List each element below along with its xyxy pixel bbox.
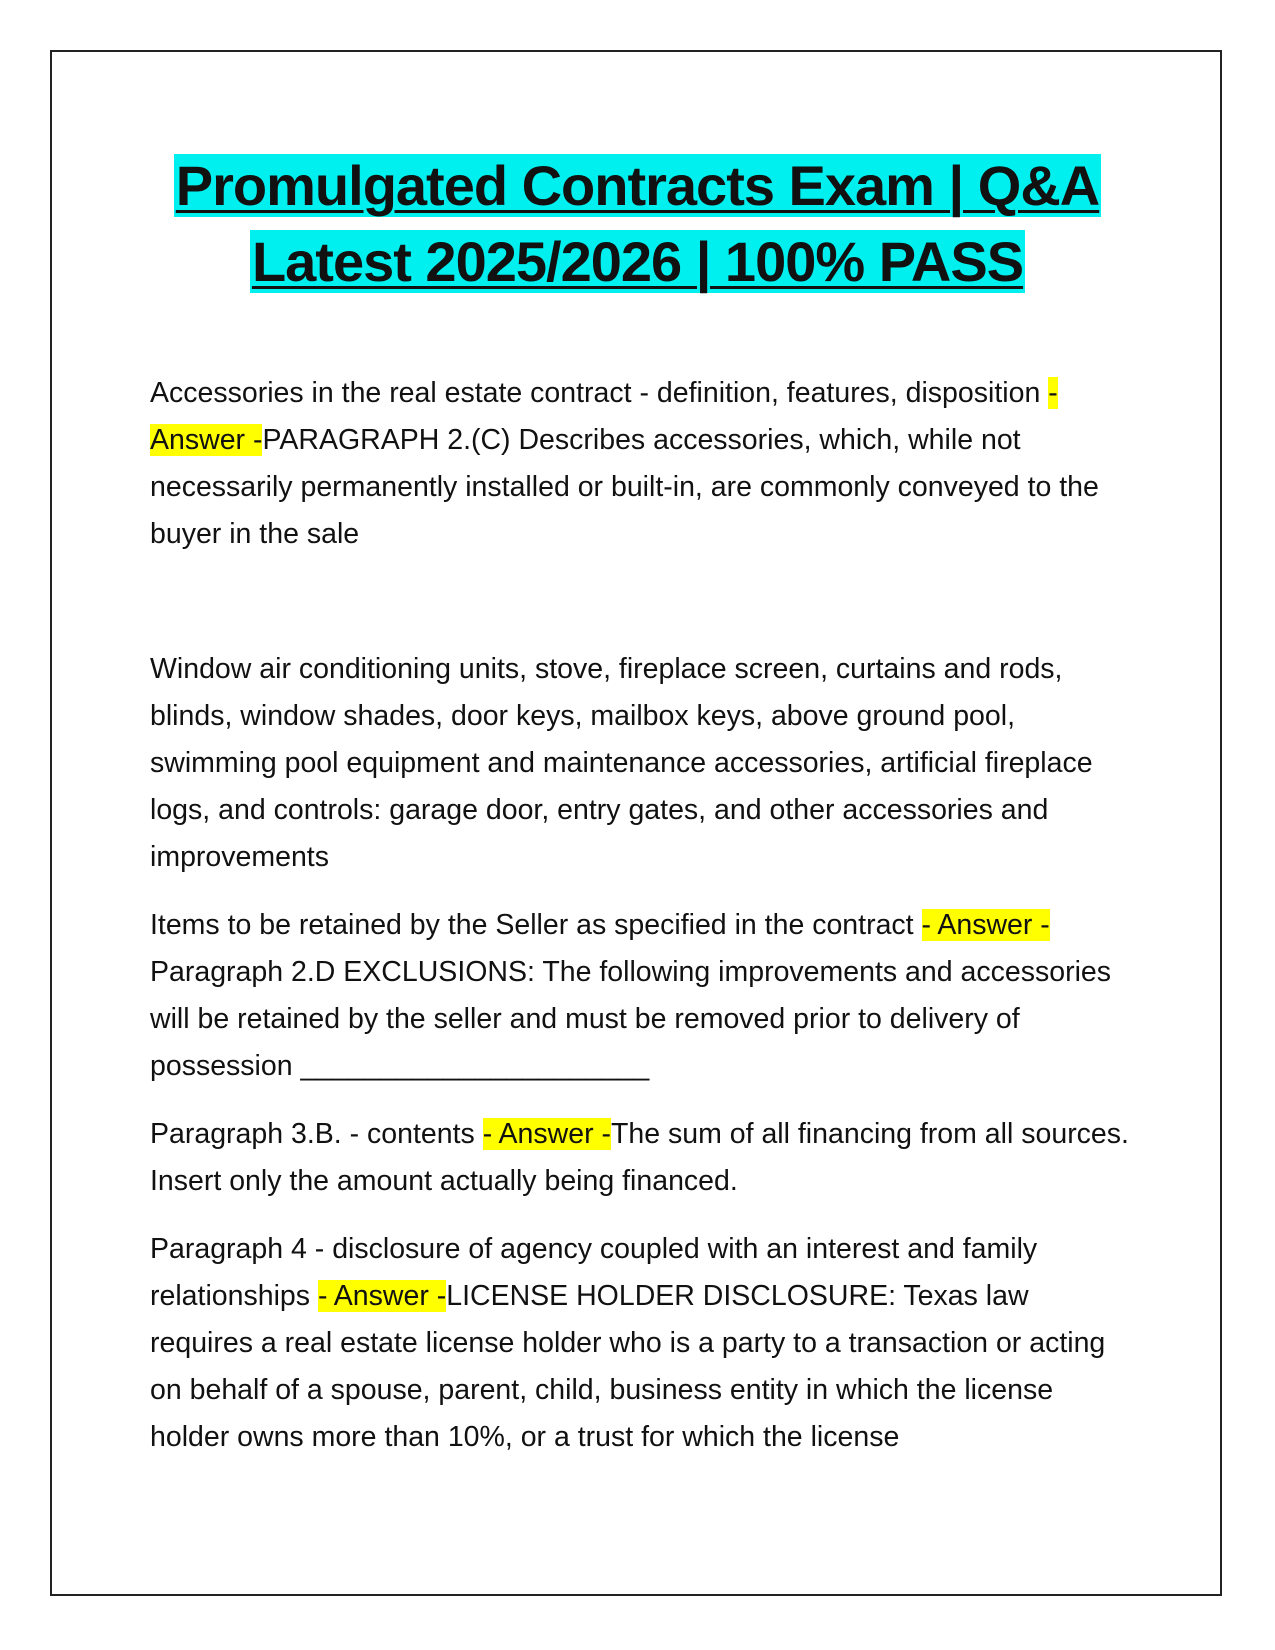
answer-marker: - Answer - bbox=[317, 1280, 447, 1312]
title-line-2: Latest 2025/2026 | 100% PASS bbox=[251, 230, 1024, 293]
answer-text: Paragraph 2.D EXCLUSIONS: The following improvements and accessories will be retained by the seller and must be removed prior to delivery of possession ______________________ bbox=[150, 956, 1111, 1082]
question-text: Accessories in the real estate contract - definition, features, disposition bbox=[150, 377, 1049, 409]
qa-content bbox=[150, 370, 1135, 1482]
question-text: Paragraph 4 - disclosure of agency coupled with an interest and family relationships bbox=[150, 1233, 1038, 1312]
answer-text: PARAGRAPH 2.(C) Describes accessories, which, while not necessarily permanently installed or built-in, are commonly conveyed to the buyer in the sale bbox=[150, 424, 1099, 550]
answer-continuation bbox=[150, 646, 1135, 881]
answer-marker: - Answer - bbox=[482, 1118, 611, 1150]
answer-marker: - Answer - bbox=[921, 909, 1050, 941]
answer-text: LICENSE HOLDER DISCLOSURE: Texas law requires a real estate license holder who is a party to a transaction or acting on behalf of a spouse, parent, child, business entity in which the license holder owns more than 10%, or a trust for which the license bbox=[150, 1280, 1106, 1453]
qa-entry bbox=[150, 1226, 1135, 1461]
answer-text: The sum of all financing from all sources. Insert only the amount actually being financed. bbox=[150, 1118, 1129, 1197]
answer-text: Window air conditioning units, stove, fireplace screen, curtains and rods, blinds, window shades, door keys, mailbox keys, above ground pool, swimming pool equipment and maintenance accessories, artificial fireplace logs, and controls: garage door, entry gates, and other accessories and improvements bbox=[150, 653, 1093, 873]
question-text: Paragraph 3.B. - contents bbox=[150, 1118, 483, 1150]
document-title bbox=[52, 148, 1223, 300]
title-line-1: Promulgated Contracts Exam | Q&A bbox=[175, 154, 1100, 217]
question-text: Items to be retained by the Seller as specified in the contract bbox=[150, 909, 922, 941]
qa-entry bbox=[150, 902, 1135, 1090]
qa-entry bbox=[150, 370, 1135, 558]
answer-marker: - Answer - bbox=[150, 377, 1058, 456]
qa-entry bbox=[150, 1111, 1135, 1205]
